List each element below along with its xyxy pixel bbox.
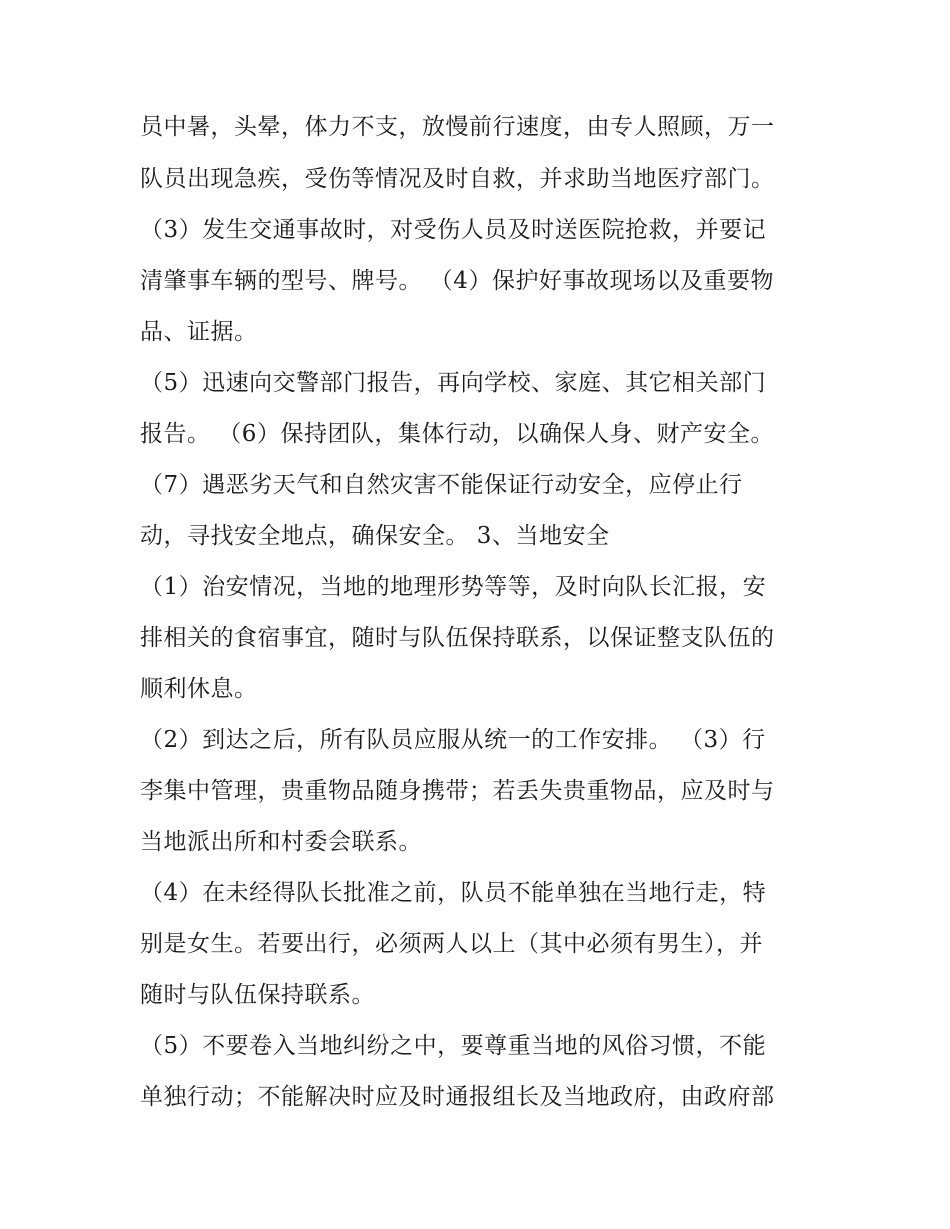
text-line-1: 员中暑，头晕，体力不支，放慢前行速度，由专人照顾，万一 [140,114,775,140]
text-line-4: 清肇事车辆的型号、牌号。 （4）保护好事故现场以及重要物 [140,268,774,294]
text-line-18: 随时与队伍保持联系。 [140,982,375,1008]
text-line-10: （1）治安情况，当地的地理形势等等，及时向队长汇报，安 [140,574,767,600]
text-line-6: （5）迅速向交警部门报告，再向学校、家庭、其它相关部门 [140,370,767,396]
text-line-3: （3）发生交通事故时，对受伤人员及时送医院抢救，并要记 [140,217,767,243]
text-line-19: （5）不要卷入当地纠纷之中，要尊重当地的风俗习惯，不能 [140,1033,767,1059]
text-line-2: 队员出现急疾，受伤等情况及时自救，并求助当地医疗部门。 [140,166,775,192]
text-line-15: 当地派出所和村委会联系。 [140,829,422,855]
text-line-11: 排相关的食宿事宜，随时与队伍保持联系，以保证整支队伍的 [140,625,775,651]
text-line-17: 别是女生。若要出行，必须两人以上（其中必须有男生），并 [140,931,763,957]
text-line-16: （4）在未经得队长批准之前，队员不能单独在当地行走，特 [140,880,767,906]
text-line-12: 顺利休息。 [140,676,258,702]
text-line-13: （2）到达之后，所有队员应服从统一的工作安排。 （3）行 [140,727,766,753]
text-line-8: （7）遇恶劣天气和自然灾害不能保证行动安全，应停止行 [140,472,743,498]
text-line-14: 李集中管理，贵重物品随身携带；若丢失贵重物品，应及时与 [140,778,775,804]
text-line-20: 单独行动；不能解决时应及时通报组长及当地政府，由政府部 [140,1084,775,1110]
text-line-5: 品、证据。 [140,319,258,345]
text-line-7: 报告。 （6）保持团队，集体行动，以确保人身、财产安全。 [140,421,774,447]
text-line-9: 动，寻找安全地点，确保安全。 3、当地安全 [140,523,610,549]
